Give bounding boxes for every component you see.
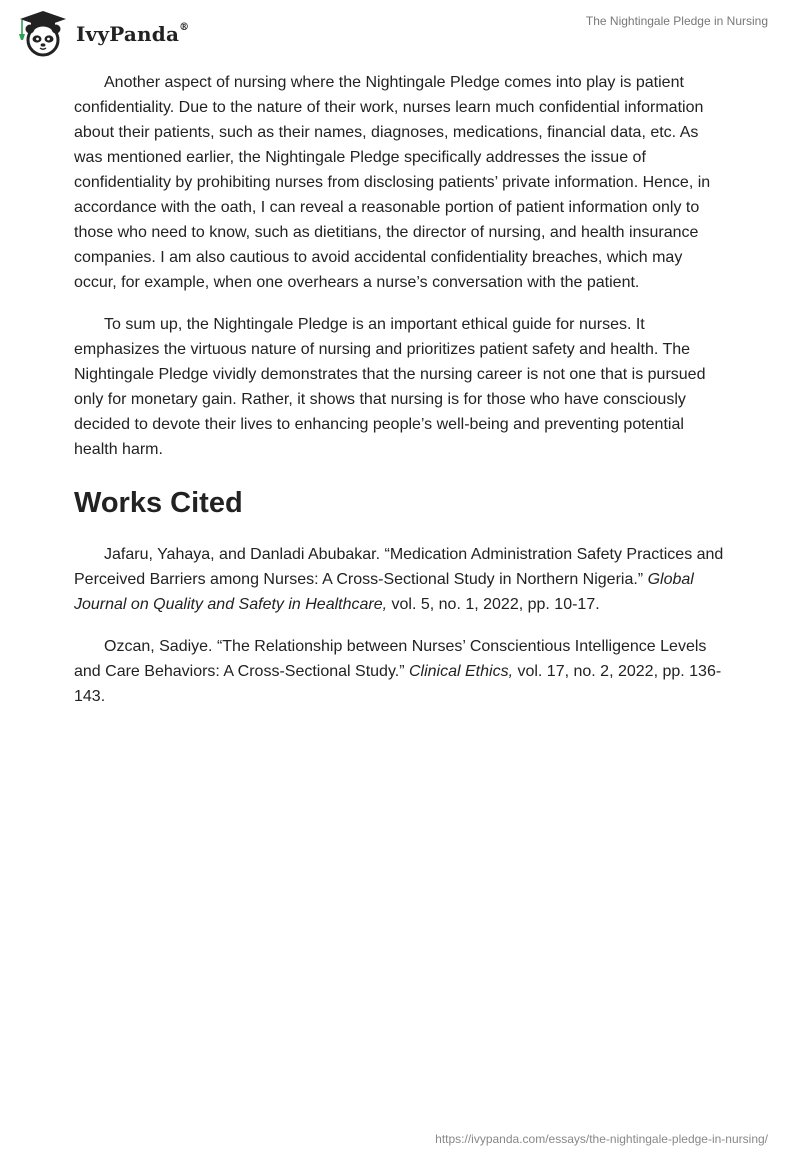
citation-details: vol. 5, no. 1, 2022, pp. 10-17. [387,596,600,613]
source-url-link[interactable]: https://ivypanda.com/essays/the-nightingale-pledge-in-nursing/ [435,1132,768,1146]
body-paragraph: To sum up, the Nightingale Pledge is an important ethical guide for nurses. It emphasizes the virtuous nature of nursing and prioritizes patient safety and health. The Nightingale Pledge vividly demonstrates that the nursing career is not one that is pursued only for monetary gain. Rather, it shows that nursing is for those who have consciously decided to devote their lives to enhancing people’s well-being and preventing potential health harm. [74,316,706,458]
citation-authors-title: Jafaru, Yahaya, and Danladi Abubakar. “Medication Administration Safety Practices and Perceived Barriers among Nurses: A Cross-Sectional Study in Northern Nigeria.” [74,546,724,588]
citation-journal: Clinical Ethics, [408,663,514,680]
works-cited-heading: Works Cited [74,487,243,519]
logo-link[interactable] [14,8,189,58]
citation-details: vol. 17, no. 2, 2022, pp. 136-143. [74,663,722,705]
brand-text: IvyPanda [76,22,180,46]
citation-journal: Global Journal on Quality and Safety in Healthcare, [74,571,694,613]
document-title: The Nightingale Pledge in Nursing [585,14,768,28]
citation-entry [74,542,724,617]
brand-name [76,22,189,46]
essay-content [74,70,724,726]
panda-logo-icon [14,8,72,58]
citation-authors-title: Ozcan, Sadiye. “The Relationship between Nurses’ Conscientious Intelligence Levels and Care Behaviors: A Cross-Sectional Study.” [74,638,707,680]
page-header [0,0,800,64]
citation-entry [74,634,724,709]
registered-mark: ® [179,22,190,34]
body-paragraph: Another aspect of nursing where the Nightingale Pledge comes into play is patient confidentiality. Due to the nature of their work, nurses learn much confidential information about their patients, such as their names, diagnoses, medications, financial data, etc. As was mentioned earlier, the Nightingale Pledge specifically addresses the issue of confidentiality by prohibiting nurses from disclosing patients’ private information. Hence, in accordance with the oath, I can reveal a reasonable portion of patient information only to those who need to know, such as dietitians, the director of nursing, and health insurance companies. I am also cautious to avoid accidental confidentiality breaches, which may occur, for example, when one overhears a nurse’s conversation with the patient. [74,74,711,291]
